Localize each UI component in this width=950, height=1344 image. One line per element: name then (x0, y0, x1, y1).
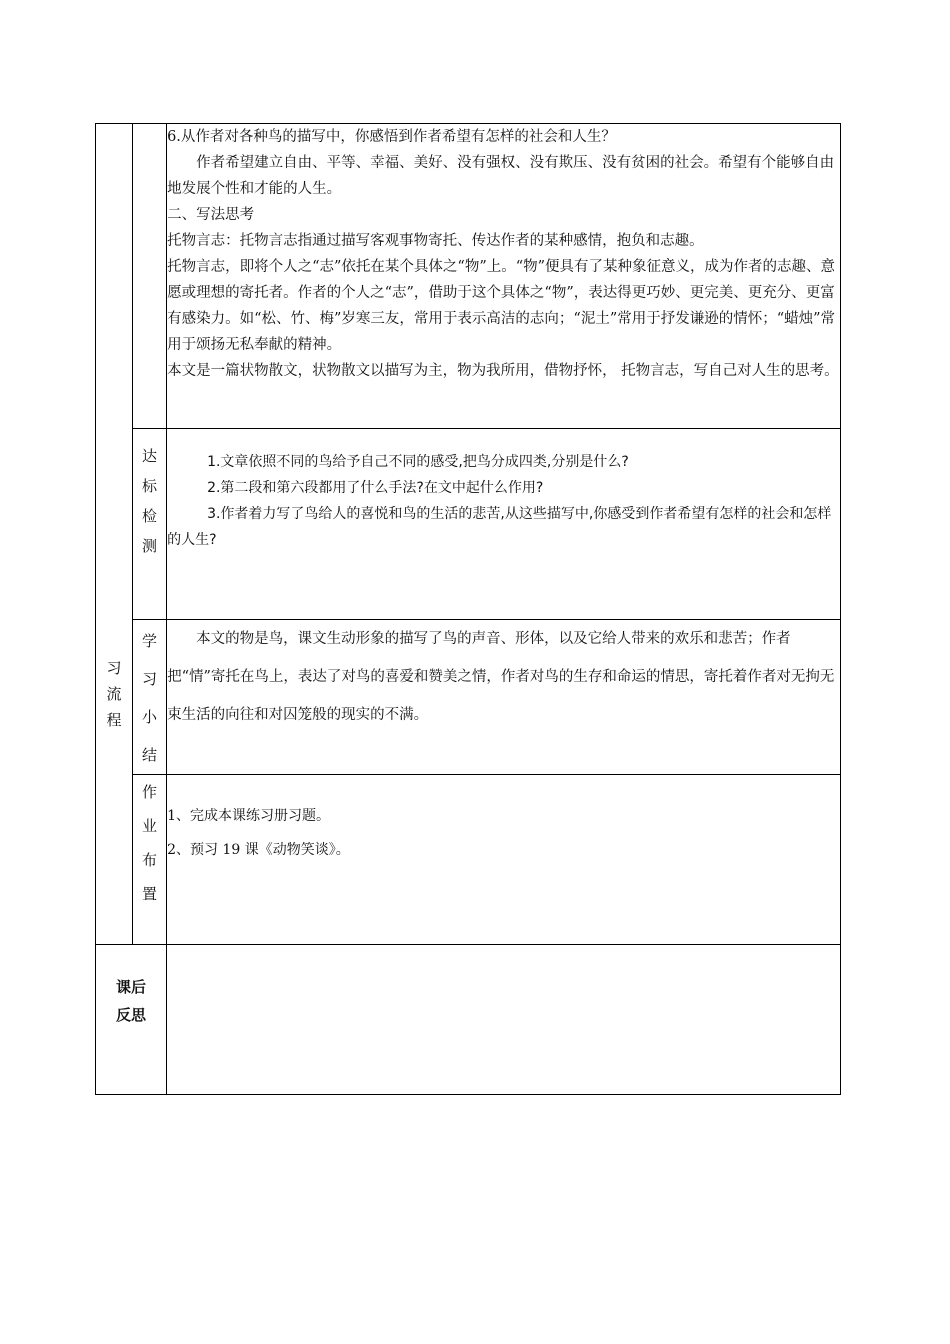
assessment-label-char: 标 (142, 477, 158, 495)
lesson-plan-table (95, 123, 841, 1095)
summary-label-char: 小 (142, 708, 158, 726)
process-label-char: 程 (106, 711, 122, 729)
assessment-question: 1.文章依照不同的鸟给予自己不同的感受,把鸟分成四类,分别是什么? (207, 454, 629, 470)
assessment-question: 2.第二段和第六段都用了什么手法?在文中起什么作用? (207, 480, 544, 496)
empty-subcell (133, 124, 167, 429)
definition-paragraph: 托物言志：托物言志指通过描写客观事物寄托、传达作者的某种感情，抱负和志趣。 (167, 233, 704, 249)
question-6: 6.从作者对各种鸟的描写中，你感悟到作者希望有怎样的社会和人生？ (167, 129, 616, 145)
assessment-label-char: 测 (142, 537, 158, 555)
homework-item: 2、预习 19 课《动物笑谈》。 (167, 842, 350, 858)
summary-label-char: 结 (142, 746, 158, 764)
learning-summary-text: 本文的物是鸟，课文生动形象的描写了鸟的声音、形体，以及它给人带来的欢乐和悲苦；作者把“情”寄托在鸟上，表达了对鸟的喜爱和赞美之情，作者对鸟的生存和命运的情思，寄托着作者对无拘无束生活的向往和对囚笼般的现实的不满。 (167, 631, 835, 723)
homework-label-char: 业 (142, 817, 158, 835)
writing-analysis-cell (167, 124, 841, 429)
reflection-label-line2: 反思 (116, 1006, 147, 1024)
process-label-cell (96, 124, 133, 945)
section-heading-writing: 二、写法思考 (167, 207, 255, 223)
assessment-label-char: 检 (142, 507, 158, 525)
summary-label-char: 学 (142, 632, 158, 650)
assessment-label-cell (133, 429, 167, 620)
summary-paragraph: 本文是一篇状物散文，状物散文以描写为主，物为我所用，借物抒怀， 托物言志，写自己对人生的思考。 (167, 363, 839, 379)
assessment-label-char: 达 (142, 447, 158, 465)
reflection-label-line1: 课后 (116, 978, 147, 996)
homework-label-char: 布 (142, 851, 158, 869)
process-label-char: 习 (106, 659, 122, 677)
assessment-cell (167, 429, 841, 620)
process-label-char: 流 (106, 685, 122, 703)
learning-summary-cell (167, 620, 841, 775)
homework-label-char: 作 (142, 783, 158, 801)
homework-item: 1、完成本课练习册习题。 (167, 808, 330, 824)
homework-label-char: 置 (142, 885, 158, 903)
answer-6: 作者希望建立自由、平等、幸福、美好、没有强权、没有欺压、没有贫困的社会。希望有个能够自由地发展个性和才能的人生。 (167, 155, 835, 197)
assessment-question: 3.作者着力写了鸟给人的喜悦和鸟的生活的悲苦,从这些描写中,你感受到作者希望有怎样的社会和怎样的人生? (167, 506, 832, 548)
homework-cell (167, 775, 841, 945)
reflection-content-cell[interactable] (167, 945, 841, 1095)
explanation-paragraph: 托物言志，即将个人之“志”依托在某个具体之“物”上。“物”便具有了某种象征意义，成为作者的志趣、意愿或理想的寄托者。作者的个人之“志”，借助于这个具体之“物”，表达得更巧妙、更完美、更充分、更富有感染力。如“松、竹、梅”岁寒三友，常用于表示高洁的志向；“泥土”常用于抒发谦逊的情怀；“蜡烛”常用于颂扬无私奉献的精神。 (167, 259, 836, 353)
reflection-label-cell (96, 945, 167, 1095)
summary-label-char: 习 (142, 670, 158, 688)
summary-label-cell (133, 620, 167, 775)
homework-label-cell (133, 775, 167, 945)
